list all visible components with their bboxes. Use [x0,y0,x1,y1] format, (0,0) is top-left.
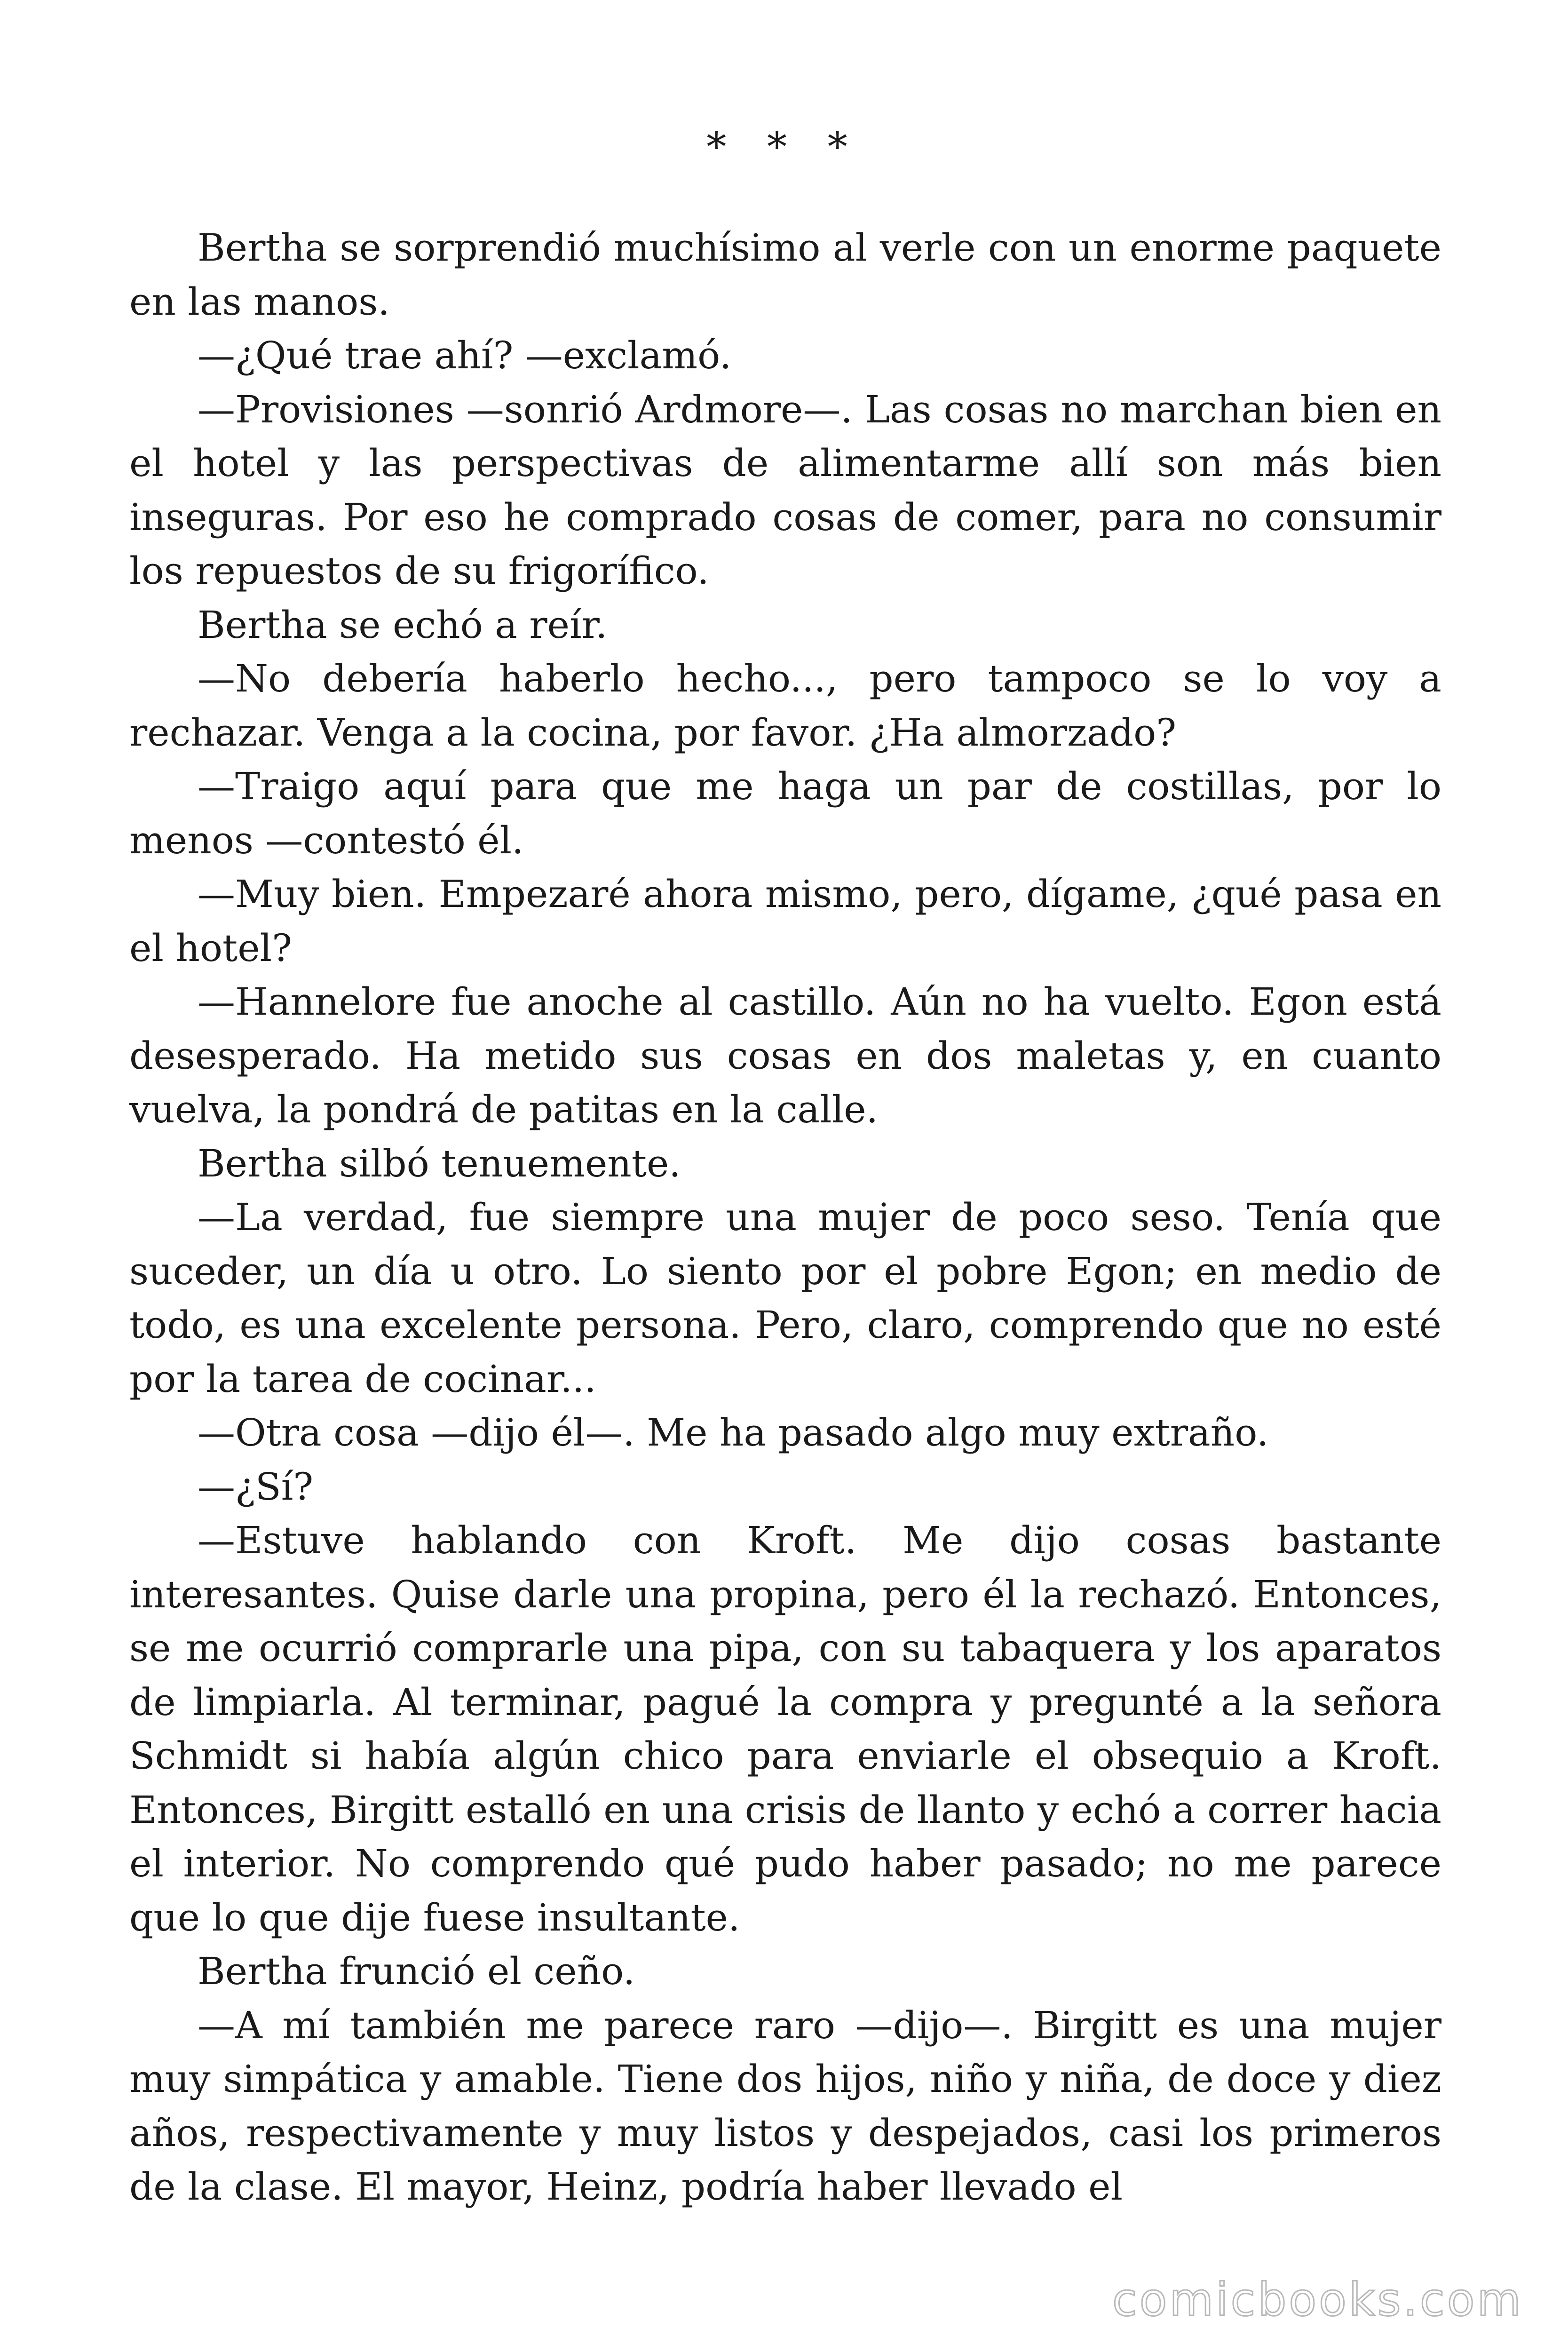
paragraph: —A mí también me parece raro —dijo—. Birgitt es una mujer muy simpática y amable. Tiene dos hijos, niño y niña, de doce y diez años, respectivamente y muy listos y despejados, casi los primeros de la clase. El mayor, Heinz, podría haber llevado el [129,2003,1441,2209]
paragraph: Bertha frunció el ceño. [198,1949,635,1993]
paragraph: —Provisiones —sonrió Ardmore—. Las cosas no marchan bien en el hotel y las perspectivas de alimentarme allí son más bien inseguras. Por eso he comprado cosas de comer, para no consumir los repuestos de su frigorífico. [129,387,1441,593]
paragraph: —No debería haberlo hecho..., pero tampoco se lo voy a rechazar. Venga a la cocina, por favor. ¿Ha almorzado? [129,657,1441,755]
body-text [129,221,1441,2214]
paragraph: —Muy bien. Empezaré ahora mismo, pero, dígame, ¿qué pasa en el hotel? [129,872,1441,970]
watermark: comicbooks.com [1112,2273,1523,2326]
paragraph: —Estuve hablando con Kroft. Me dijo cosas bastante interesantes. Quise darle una propina, pero él la rechazó. Entonces, se me ocurrió comprarle una pipa, con su tabaquera y los aparatos de limpiarla. Al terminar, pagué la compra y pregunté a la señora Schmidt si había algún chico para enviarle el obsequio a Kroft. Entonces, Birgitt estalló en una crisis de llanto y echó a correr hacia el interior. No comprendo qué pudo haber pasado; no me parece que lo que dije fuese insultante. [129,1518,1441,1939]
paragraph: Bertha se echó a reír. [198,603,608,647]
section-separator: * * * [706,124,862,170]
paragraph: Bertha silbó tenuemente. [198,1141,681,1185]
paragraph: Bertha se sorprendió muchísimo al verle con un enorme paquete en las manos. [129,226,1441,324]
paragraph: —¿Sí? [198,1464,314,1509]
paragraph: —¿Qué trae ahí? —exclamó. [198,334,732,377]
paragraph: —Otra cosa —dijo él—. Me ha pasado algo muy extraño. [198,1411,1269,1454]
paragraph: —Traigo aquí para que me haga un par de costillas, por lo menos —contestó él. [129,764,1441,862]
paragraph: —La verdad, fue siempre una mujer de poco seso. Tenía que suceder, un día u otro. Lo siento por el pobre Egon; en medio de todo, es una excelente persona. Pero, claro, comprendo que no esté por la tarea de cocinar... [129,1195,1441,1401]
paragraph: —Hannelore fue anoche al castillo. Aún no ha vuelto. Egon está desesperado. Ha metido sus cosas en dos maletas y, en cuanto vuelva, la pondrá de patitas en la calle. [129,980,1441,1131]
